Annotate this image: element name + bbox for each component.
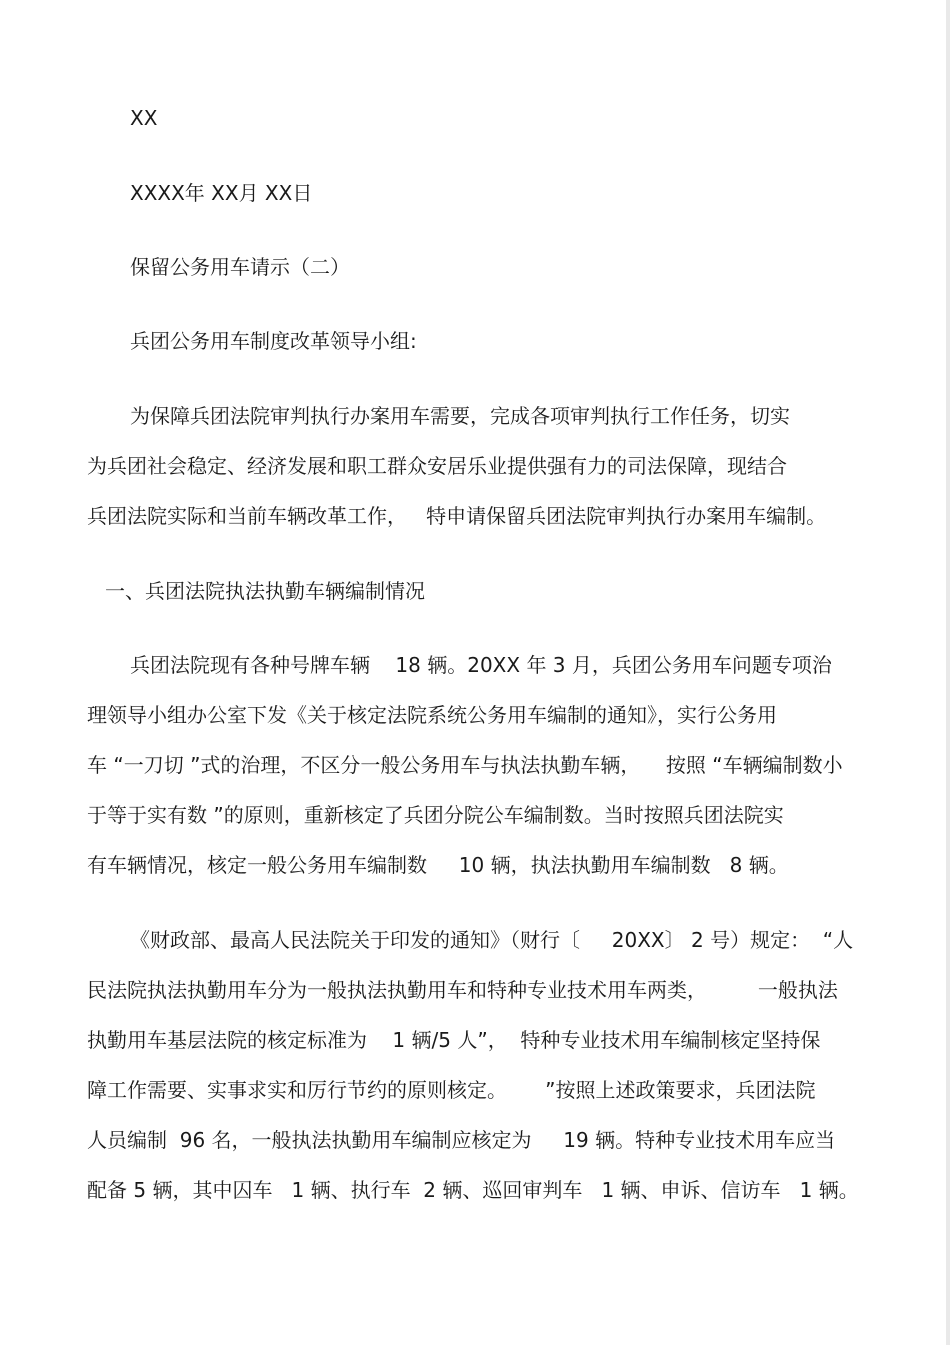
paragraph-line: 《财政部、最高人民法院关于印发的通知》（财行〔 20XX〕 2 号）规定： “人 <box>130 928 854 952</box>
paragraph-line: 执勤用车基层法院的核定标准为 1 辆/5 人”， 特种专业技术用车编制核定坚持保 <box>87 1028 821 1052</box>
paragraph-line: 障工作需要、实事求实和厉行节约的原则核定。 ”按照上述政策要求，兵团法院 <box>87 1078 816 1102</box>
paragraph-line: 为保障兵团法院审判执行办案用车需要，完成各项审判执行工作任务，切实 <box>130 404 790 428</box>
paragraph-line: 有车辆情况，核定一般公务用车编制数 10 辆，执法执勤用车编制数 8 辆。 <box>87 853 789 877</box>
paragraph-line: 民法院执法执勤用车分为一般执法执勤用车和特种专业技术用车两类， 一般执法 <box>87 978 838 1002</box>
paragraph-line: 兵团法院现有各种号牌车辆 18 辆。20XX 年 3 月，兵团公务用车问题专项治 <box>130 653 832 677</box>
paragraph-line: 配备 5 辆，其中囚车 1 辆、执行车 2 辆、巡回审判车 1 辆、申诉、信访车 1 辆。 <box>87 1178 859 1202</box>
paragraph-line: 于等于实有数 ”的原则，重新核定了兵团分院公车编制数。当时按照兵团法院实 <box>87 803 784 827</box>
paragraph-line: 人员编制 96 名，一般执法执勤用车编制应核定为 19 辆。特种专业技术用车应当 <box>87 1128 836 1152</box>
paragraph-line: 兵团法院实际和当前车辆改革工作， 特申请保留兵团法院审判执行办案用车编制。 <box>87 504 827 528</box>
paragraph-line: 为兵团社会稳定、经济发展和职工群众安居乐业提供强有力的司法保障，现结合 <box>87 454 787 478</box>
section-heading: 一、兵团法院执法执勤车辆编制情况 <box>105 579 425 603</box>
document-date: XXXX年 XX月 XX日 <box>130 181 313 205</box>
org-name: XX <box>130 106 158 130</box>
document-title: 保留公务用车请示（二） <box>130 255 350 279</box>
paragraph-line: 理领导小组办公室下发《关于核定法院系统公务用车编制的通知》，实行公务用 <box>87 703 777 727</box>
addressee: 兵团公务用车制度改革领导小组: <box>130 329 417 353</box>
paragraph-line: 车 “一刀切 ”式的治理，不区分一般公务用车与执法执勤车辆， 按照 “车辆编制数小 <box>87 753 843 777</box>
page-edge <box>946 0 950 1345</box>
